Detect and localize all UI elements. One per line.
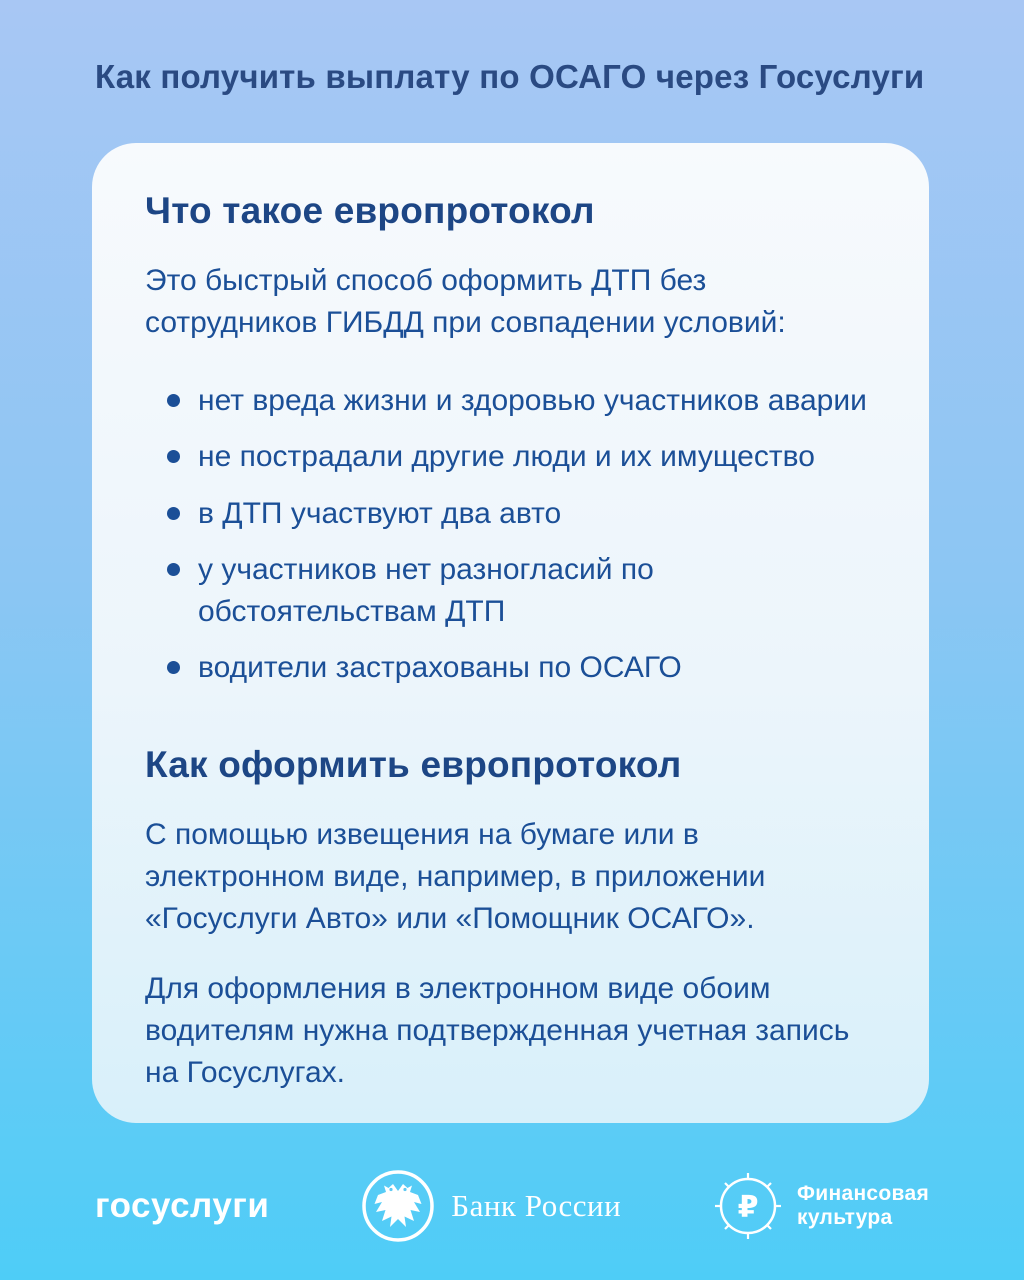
section2-heading: Как оформить европротокол bbox=[145, 744, 682, 786]
section2-paragraph-2: Для оформления в электронном виде обоим водителям нужна подтвержденная учетная запись на Госуслугах. bbox=[145, 972, 850, 1090]
conditions-list bbox=[167, 380, 879, 688]
list-item bbox=[167, 380, 879, 421]
footer-logos bbox=[95, 1160, 929, 1252]
section1-intro: Это быстрый способ оформить ДТП без сотрудников ГИБДД при совпадении условий: bbox=[145, 264, 786, 339]
bank-russia-label: Банк России bbox=[451, 1188, 622, 1223]
bullet-dot bbox=[167, 507, 180, 520]
list-item-text: не пострадали другие люди и их имущество bbox=[198, 440, 815, 474]
fincult-label bbox=[797, 1182, 929, 1230]
list-item-text: нет вреда жизни и здоровью участников аварии bbox=[198, 384, 867, 417]
content-card bbox=[92, 143, 929, 1123]
list-item-text: у участников нет разногласий по обстоятельствам ДТП bbox=[198, 553, 654, 628]
page-title: Как получить выплату по ОСАГО через Госуслуги bbox=[95, 58, 925, 95]
ruble-coin-clock-icon bbox=[713, 1171, 783, 1241]
fincult-logo bbox=[713, 1171, 929, 1241]
fincult-label-line2: культура bbox=[797, 1206, 893, 1229]
bullet-dot bbox=[167, 661, 180, 674]
bullet-dot bbox=[167, 563, 180, 576]
fincult-label-line1: Финансовая bbox=[797, 1181, 929, 1205]
list-item bbox=[167, 493, 879, 534]
list-item bbox=[167, 436, 879, 477]
ruble-symbol-glyph: ₽ bbox=[737, 1191, 759, 1224]
bank-russia-double-eagle-icon bbox=[361, 1169, 435, 1243]
list-item bbox=[167, 549, 879, 632]
list-item-text: водители застрахованы по ОСАГО bbox=[198, 650, 682, 684]
list-item bbox=[167, 647, 879, 688]
section2-paragraph-1: С помощью извещения на бумаге или в электронном виде, например, в приложении «Госуслуги Авто» или «Помощник ОСАГО». bbox=[145, 818, 766, 936]
section1-heading: Что такое европротокол bbox=[145, 190, 595, 231]
bank-russia-logo bbox=[361, 1169, 621, 1243]
bullet-dot bbox=[167, 394, 180, 407]
gosuslugi-logo: госуслуги bbox=[95, 1186, 270, 1225]
bullet-dot bbox=[167, 450, 180, 463]
list-item-text: в ДТП участвуют два авто bbox=[198, 496, 562, 530]
